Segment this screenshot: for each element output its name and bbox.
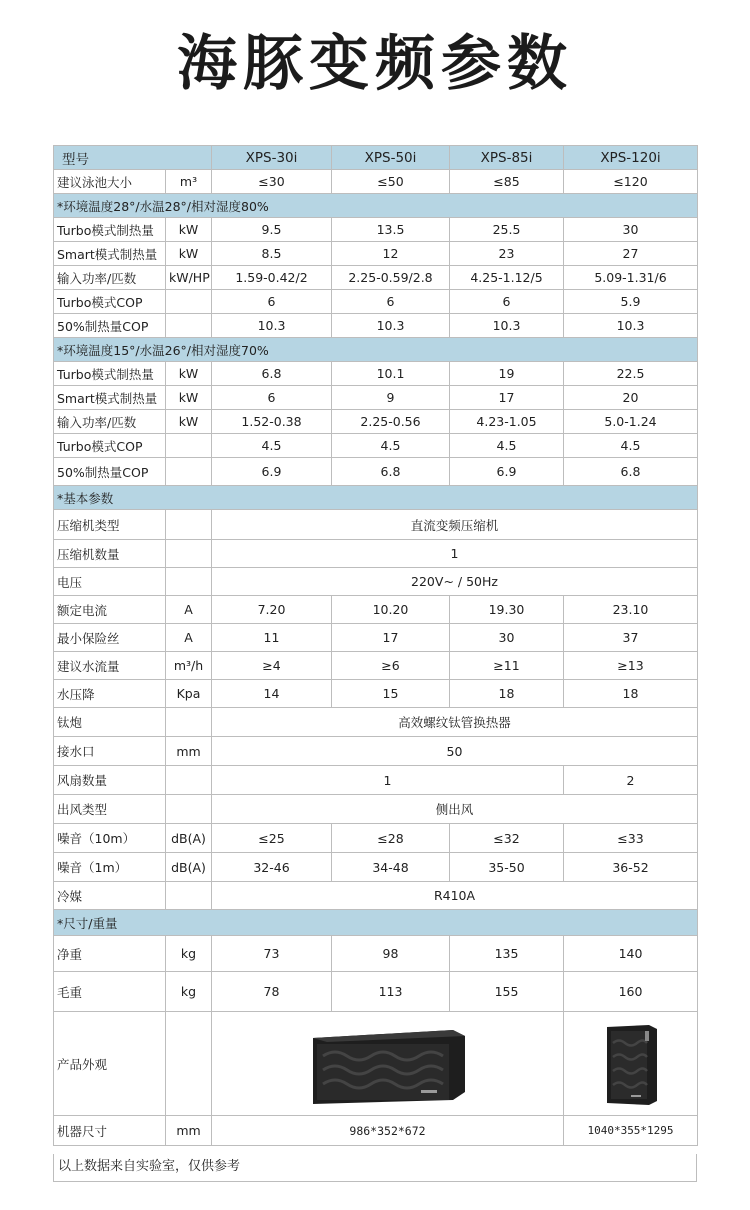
- row-value: 73: [212, 936, 332, 972]
- table-row: [54, 708, 698, 737]
- row-value: 4.5: [332, 434, 450, 458]
- row-label: Turbo模式制热量: [54, 362, 166, 386]
- model-name: XPS-85i: [450, 146, 564, 170]
- row-unit: [166, 540, 212, 568]
- table-row: [54, 652, 698, 680]
- row-unit: [166, 795, 212, 824]
- row-value: ≤30: [212, 170, 332, 194]
- row-unit: kW: [166, 218, 212, 242]
- row-value: 113: [332, 972, 450, 1012]
- table-row: [54, 1116, 698, 1146]
- row-value: 78: [212, 972, 332, 1012]
- row-value: 25.5: [450, 218, 564, 242]
- row-value: 2.25-0.59/2.8: [332, 266, 450, 290]
- table-row: [54, 218, 698, 242]
- section-header-28: [54, 194, 698, 218]
- row-value: 23: [450, 242, 564, 266]
- row-value: 23.10: [564, 596, 698, 624]
- row-label: 风扇数量: [54, 766, 166, 795]
- row-unit: m³: [166, 170, 212, 194]
- row-unit: kW: [166, 362, 212, 386]
- table-row: [54, 680, 698, 708]
- row-label: 输入功率/匹数: [54, 410, 166, 434]
- table-row: [54, 853, 698, 882]
- table-row: [54, 290, 698, 314]
- row-value: 7.20: [212, 596, 332, 624]
- row-value: 6.8: [564, 458, 698, 486]
- row-label: 水压降: [54, 680, 166, 708]
- heat-pump-small-image: [303, 1022, 473, 1106]
- row-unit: [166, 458, 212, 486]
- table-row: [54, 540, 698, 568]
- row-value: 18: [450, 680, 564, 708]
- row-value: ≤32: [450, 824, 564, 853]
- section-title: *尺寸/重量: [54, 910, 698, 936]
- table-row: [54, 936, 698, 972]
- row-unit: kW: [166, 386, 212, 410]
- row-label: Smart模式制热量: [54, 386, 166, 410]
- row-value: ≥13: [564, 652, 698, 680]
- section-title: *基本参数: [54, 486, 698, 510]
- table-row: [54, 568, 698, 596]
- row-value: ≥4: [212, 652, 332, 680]
- row-unit: kg: [166, 972, 212, 1012]
- row-value: 17: [332, 624, 450, 652]
- row-value: 10.3: [332, 314, 450, 338]
- row-label: 净重: [54, 936, 166, 972]
- row-label: Turbo模式COP: [54, 290, 166, 314]
- row-unit: A: [166, 624, 212, 652]
- row-value: 14: [212, 680, 332, 708]
- row-value: 1: [212, 540, 698, 568]
- row-unit: [166, 766, 212, 795]
- row-label: 噪音（10m）: [54, 824, 166, 853]
- row-value: 18: [564, 680, 698, 708]
- row-label: Turbo模式制热量: [54, 218, 166, 242]
- row-label: 出风类型: [54, 795, 166, 824]
- row-label: 建议水流量: [54, 652, 166, 680]
- row-value: 13.5: [332, 218, 450, 242]
- row-value: 4.5: [212, 434, 332, 458]
- row-value: 37: [564, 624, 698, 652]
- row-value: 4.5: [564, 434, 698, 458]
- table-row: [54, 882, 698, 910]
- page-title: 海豚变频参数: [177, 29, 573, 99]
- row-value: ≤85: [450, 170, 564, 194]
- row-unit: m³/h: [166, 652, 212, 680]
- row-unit: Kpa: [166, 680, 212, 708]
- row-value: 10.3: [212, 314, 332, 338]
- row-value: ≤28: [332, 824, 450, 853]
- row-label: 额定电流: [54, 596, 166, 624]
- row-value: 6: [450, 290, 564, 314]
- row-value: ≥11: [450, 652, 564, 680]
- row-value: R410A: [212, 882, 698, 910]
- row-label: 电压: [54, 568, 166, 596]
- row-value: 1: [212, 766, 564, 795]
- row-value: 135: [450, 936, 564, 972]
- row-label: 压缩机类型: [54, 510, 166, 540]
- row-value: 6.8: [332, 458, 450, 486]
- row-unit: kW/HP: [166, 266, 212, 290]
- row-value: 1040*355*1295: [564, 1116, 698, 1146]
- row-value: 10.3: [450, 314, 564, 338]
- table-row: [54, 596, 698, 624]
- row-value: 高效螺纹钛管换热器: [212, 708, 698, 737]
- row-unit: [166, 290, 212, 314]
- row-unit: [166, 708, 212, 737]
- row-value: 10.20: [332, 596, 450, 624]
- row-value: 19.30: [450, 596, 564, 624]
- row-value: 9.5: [212, 218, 332, 242]
- table-row: [54, 624, 698, 652]
- table-row: [54, 266, 698, 290]
- row-value: 36-52: [564, 853, 698, 882]
- row-unit: kW: [166, 242, 212, 266]
- row-value: 30: [450, 624, 564, 652]
- model-name: XPS-30i: [212, 146, 332, 170]
- table-row: [54, 972, 698, 1012]
- row-label: 压缩机数量: [54, 540, 166, 568]
- row-label: Turbo模式COP: [54, 434, 166, 458]
- section-header-basic: [54, 486, 698, 510]
- table-row: [54, 314, 698, 338]
- row-value: 6: [212, 290, 332, 314]
- spec-table: [53, 145, 698, 1146]
- row-value: 8.5: [212, 242, 332, 266]
- row-value: 27: [564, 242, 698, 266]
- row-value: 986*352*672: [212, 1116, 564, 1146]
- table-row: [54, 510, 698, 540]
- section-title: *环境温度28°/水温28°/相对湿度80%: [54, 194, 698, 218]
- row-unit: [166, 568, 212, 596]
- row-unit: [166, 882, 212, 910]
- row-value: ≤50: [332, 170, 450, 194]
- row-value: 6: [212, 386, 332, 410]
- table-row: [54, 434, 698, 458]
- row-value: ≤25: [212, 824, 332, 853]
- row-unit: mm: [166, 737, 212, 766]
- row-value: 直流变频压缩机: [212, 510, 698, 540]
- row-value: 140: [564, 936, 698, 972]
- row-label: 接水口: [54, 737, 166, 766]
- row-unit: kg: [166, 936, 212, 972]
- product-image-small: [212, 1012, 564, 1116]
- row-label: 钛炮: [54, 708, 166, 737]
- table-row: [54, 386, 698, 410]
- row-label: 产品外观: [54, 1012, 166, 1116]
- table-row: [54, 410, 698, 434]
- row-value: 35-50: [450, 853, 564, 882]
- row-value: 1.59-0.42/2: [212, 266, 332, 290]
- row-label: 建议泳池大小: [54, 170, 166, 194]
- row-value: 20: [564, 386, 698, 410]
- row-value: ≤33: [564, 824, 698, 853]
- row-unit: [166, 314, 212, 338]
- row-value: 17: [450, 386, 564, 410]
- product-image-large: [564, 1012, 698, 1116]
- table-row: [54, 170, 698, 194]
- table-row: [54, 737, 698, 766]
- row-value: 5.0-1.24: [564, 410, 698, 434]
- row-value: 30: [564, 218, 698, 242]
- table-row: [54, 458, 698, 486]
- row-label: 50%制热量COP: [54, 314, 166, 338]
- row-value: ≤120: [564, 170, 698, 194]
- row-value: 12: [332, 242, 450, 266]
- row-value: 15: [332, 680, 450, 708]
- row-value: 6.9: [212, 458, 332, 486]
- row-unit: dB(A): [166, 824, 212, 853]
- row-value: 22.5: [564, 362, 698, 386]
- row-value: 10.3: [564, 314, 698, 338]
- row-value: 19: [450, 362, 564, 386]
- row-value: 侧出风: [212, 795, 698, 824]
- table-row: [54, 795, 698, 824]
- row-value: 4.23-1.05: [450, 410, 564, 434]
- row-value: ≥6: [332, 652, 450, 680]
- row-value: 10.1: [332, 362, 450, 386]
- section-header-size: [54, 910, 698, 936]
- row-value: 5.9: [564, 290, 698, 314]
- footnote: 以上数据来自实验室，仅供参考: [53, 1154, 697, 1182]
- table-row: [54, 766, 698, 795]
- row-value: 4.5: [450, 434, 564, 458]
- row-unit: [166, 434, 212, 458]
- row-unit: [166, 1012, 212, 1116]
- row-label: 50%制热量COP: [54, 458, 166, 486]
- row-value: 6: [332, 290, 450, 314]
- row-value: 9: [332, 386, 450, 410]
- row-value: 32-46: [212, 853, 332, 882]
- row-label: 冷媒: [54, 882, 166, 910]
- row-unit: mm: [166, 1116, 212, 1146]
- row-label: 噪音（1m）: [54, 853, 166, 882]
- row-unit: dB(A): [166, 853, 212, 882]
- row-value: 11: [212, 624, 332, 652]
- section-title: *环境温度15°/水温26°/相对湿度70%: [54, 338, 698, 362]
- table-row: [54, 1012, 698, 1116]
- row-value: 4.25-1.12/5: [450, 266, 564, 290]
- row-value: 2.25-0.56: [332, 410, 450, 434]
- section-header-15: [54, 338, 698, 362]
- row-value: 6.8: [212, 362, 332, 386]
- table-row: [54, 824, 698, 853]
- row-label: 最小保险丝: [54, 624, 166, 652]
- row-unit: kW: [166, 410, 212, 434]
- model-name: XPS-50i: [332, 146, 450, 170]
- table-header: [54, 146, 698, 170]
- row-value: 220V~ / 50Hz: [212, 568, 698, 596]
- row-unit: A: [166, 596, 212, 624]
- heat-pump-large-image: [601, 1021, 661, 1107]
- row-unit: [166, 510, 212, 540]
- row-label: Smart模式制热量: [54, 242, 166, 266]
- row-value: 98: [332, 936, 450, 972]
- row-label: 机器尺寸: [54, 1116, 166, 1146]
- model-name: XPS-120i: [564, 146, 698, 170]
- row-value: 1.52-0.38: [212, 410, 332, 434]
- row-value: 155: [450, 972, 564, 1012]
- row-value: 50: [212, 737, 698, 766]
- row-value: 160: [564, 972, 698, 1012]
- row-value: 34-48: [332, 853, 450, 882]
- table-row: [54, 242, 698, 266]
- row-value: 5.09-1.31/6: [564, 266, 698, 290]
- row-value: 6.9: [450, 458, 564, 486]
- table-row: [54, 362, 698, 386]
- model-label: 型号: [54, 146, 212, 170]
- row-label: 毛重: [54, 972, 166, 1012]
- row-label: 输入功率/匹数: [54, 266, 166, 290]
- row-value: 2: [564, 766, 698, 795]
